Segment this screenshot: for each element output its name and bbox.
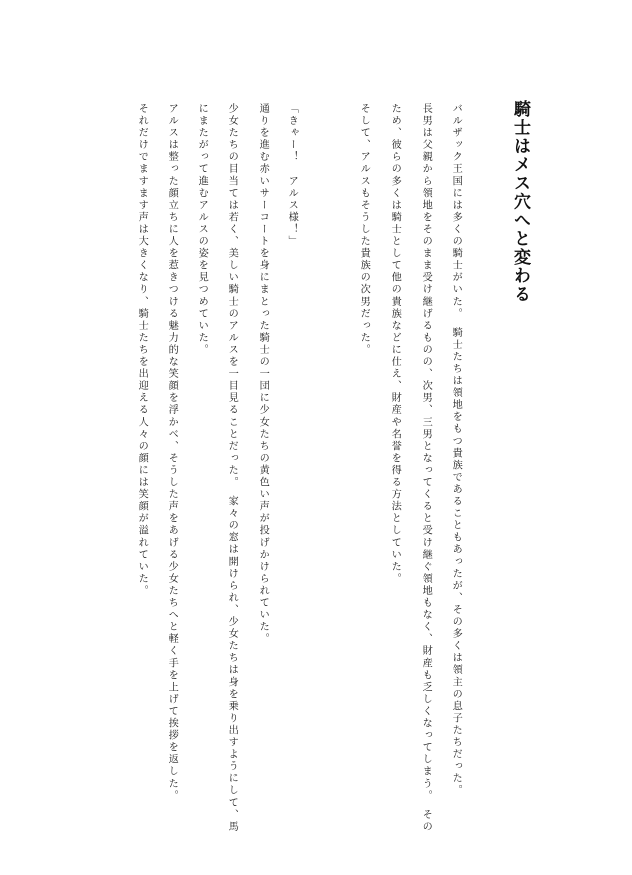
dialogue-line: 「きゃー！ アルス様！」: [286, 103, 298, 248]
text-line: バルザック王国には多くの騎士がいた。 騎士たちは領地をもつ貴族であることもあったが、その多くは領主の息子たちだった。: [450, 103, 462, 797]
text-line: そして、アルスもそうした貴族の次男だった。: [358, 103, 370, 357]
text-line: にまたがって進むアルスの姿を見つめていた。: [196, 103, 208, 357]
text-line: ため、彼らの多くは騎士として他の貴族などに仕え、財産や名誉を得る方法としていた。: [389, 103, 401, 585]
text-line: 通りを進む赤いサーコートを身にまとった騎士の一団に少女たちの黄色い声が投げかけられていた。: [257, 103, 269, 646]
text-line: それだけでますます声は大きくなり、騎士たちを出迎える人々の顔には笑顔が溢れていた。: [136, 103, 148, 598]
text-line: 長男は父親から領地をそのまま受け継げるものの、次男、三男となってくると受け継ぐ領地もなく、財産も乏しくなってしまう。 その: [420, 103, 432, 833]
text-line: 少女たちの目当ては若く、美しい騎士のアルスを一目見ることだった。 家々の窓は開けられ、少女たちは身を乗り出すようにして、馬: [226, 103, 238, 833]
text-line: アルスは整った顔立ちに人を惹きつける魅力的な笑顔を浮かべ、そうした声をあげる少女たちへと軽く手を上げて挨拶を返した。: [166, 103, 178, 802]
story-title: 騎士はメス穴へと変わる: [510, 100, 530, 304]
